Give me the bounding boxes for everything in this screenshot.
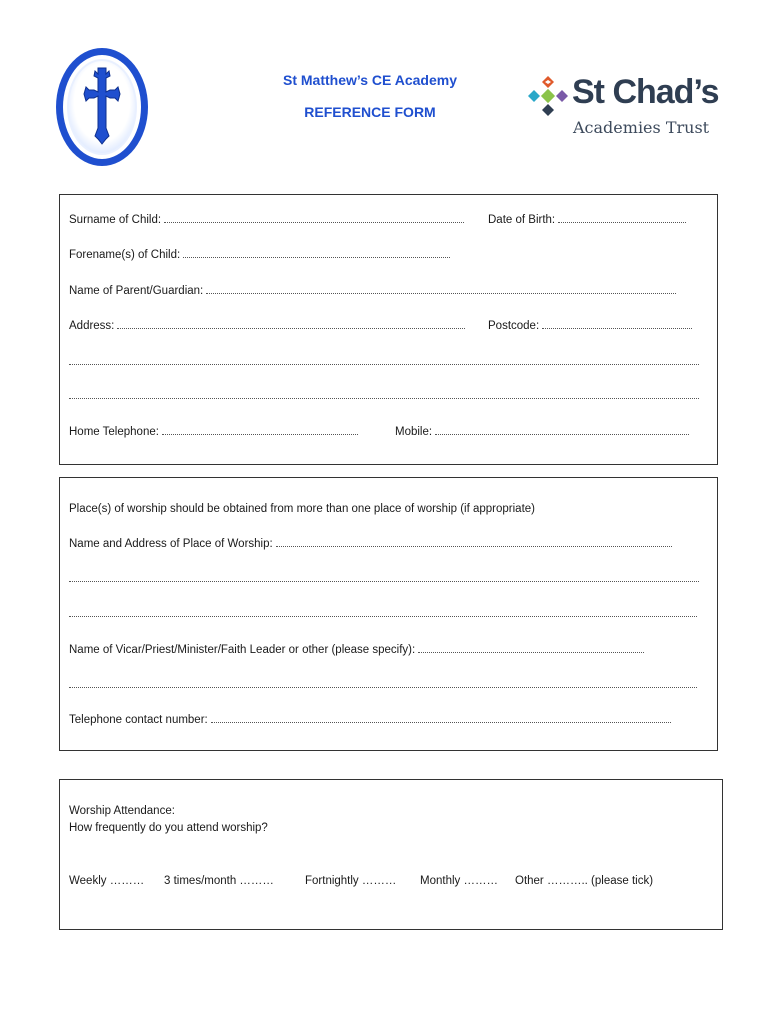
forenames-field[interactable] (69, 248, 450, 262)
attendance-question: How frequently do you attend worship? (69, 822, 268, 834)
address-line-2[interactable] (69, 364, 699, 365)
telephone-contact-field[interactable] (69, 713, 671, 727)
postcode-label: Postcode: (488, 320, 540, 332)
surname-field[interactable] (69, 213, 464, 227)
faith-leader-label: Name of Vicar/Priest/Minister/Faith Leader or other (please specify): (69, 644, 416, 656)
postcode-field[interactable] (488, 319, 692, 333)
diamond-arrows-icon (526, 74, 570, 118)
attendance-section (59, 779, 723, 930)
school-name: St Matthew’s CE Academy (282, 72, 457, 88)
option-other[interactable]: Other ……….. (please tick) (515, 875, 654, 887)
academy-cross-logo (52, 44, 152, 170)
dob-label: Date of Birth: (488, 214, 556, 226)
faith-leader-field[interactable] (69, 643, 644, 657)
address-label: Address: (69, 320, 115, 332)
mobile-label: Mobile: (395, 426, 433, 438)
option-weekly[interactable]: Weekly ……… (69, 875, 145, 887)
dob-field[interactable] (488, 213, 686, 227)
place-of-worship-field[interactable] (69, 537, 672, 551)
mobile-field[interactable] (395, 425, 689, 439)
home-telephone-label: Home Telephone: (69, 426, 159, 438)
parent-label: Name of Parent/Guardian: (69, 285, 204, 297)
worship-note: Place(s) of worship should be obtained from more than one place of worship (if appropriate) (69, 503, 535, 515)
faith-leader-line-2[interactable] (69, 687, 697, 688)
surname-label: Surname of Child: (69, 214, 162, 226)
place-line-3[interactable] (69, 616, 697, 617)
home-telephone-field[interactable] (69, 425, 358, 439)
st-chads-logo (526, 72, 731, 144)
place-line-2[interactable] (69, 581, 699, 582)
option-fortnightly[interactable]: Fortnightly ……… (305, 875, 397, 887)
attendance-heading: Worship Attendance: (69, 805, 175, 817)
place-of-worship-label: Name and Address of Place of Worship: (69, 538, 273, 550)
parent-field[interactable] (69, 284, 676, 298)
form-title: REFERENCE FORM (304, 104, 436, 120)
option-3-times-month[interactable]: 3 times/month ……… (164, 875, 274, 887)
worship-section (59, 477, 718, 751)
trust-subtitle: Academies Trust (573, 118, 710, 137)
address-field[interactable] (69, 319, 465, 333)
forenames-label: Forename(s) of Child: (69, 249, 181, 261)
telephone-contact-label: Telephone contact number: (69, 714, 208, 726)
trust-name: St Chad’s (572, 73, 719, 111)
address-line-3[interactable] (69, 398, 699, 399)
option-monthly[interactable]: Monthly ……… (420, 875, 498, 887)
